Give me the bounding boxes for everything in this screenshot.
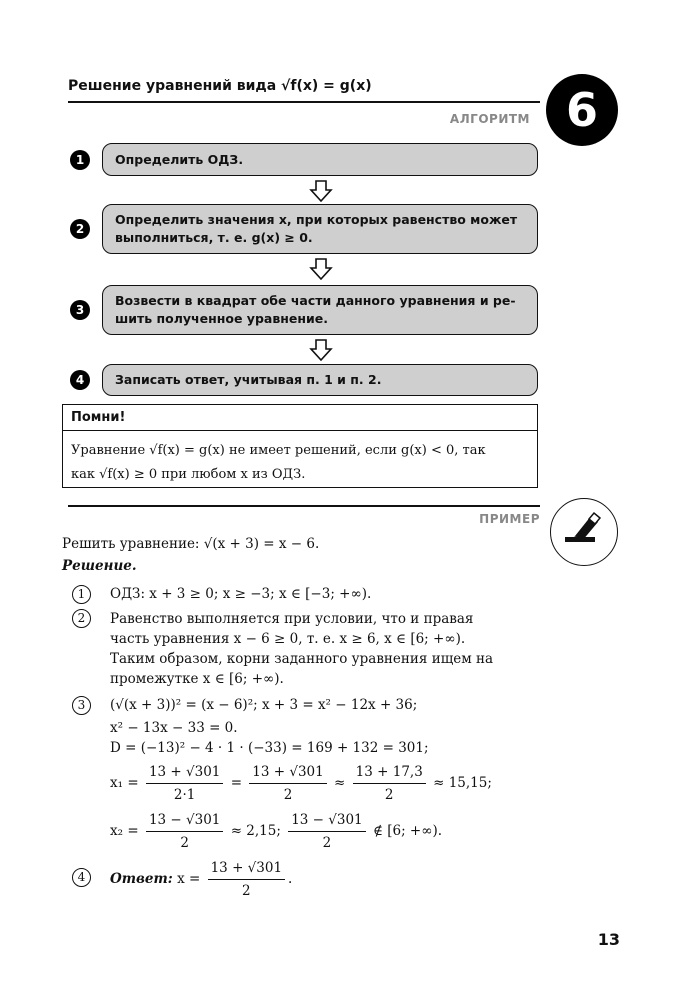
x2-line xyxy=(110,810,442,853)
solution-step-number-1: 1 xyxy=(72,585,91,604)
solution-line: D = (−13)² − 4 · 1 · (−33) = 169 + 132 = 301; xyxy=(110,740,429,756)
denominator: 2 xyxy=(242,883,251,899)
equals-sign: = xyxy=(230,775,242,791)
numerator: 13 + √301 xyxy=(146,762,223,784)
step-text-4: Записать ответ, учитывая п. 1 и п. 2. xyxy=(115,372,382,387)
solution-line: часть уравнения x − 6 ≥ 0, т. е. x ≥ 6, x ∈ [6; +∞). xyxy=(110,631,466,647)
arrow-down-icon xyxy=(309,258,333,280)
remember-box xyxy=(62,404,538,488)
pencil-icon xyxy=(550,498,618,566)
denominator: 2 xyxy=(180,835,189,851)
solution-line: (√(x + 3))² = (x − 6)²; x + 3 = x² − 12x + 36; xyxy=(110,697,418,713)
step-number-2: 2 xyxy=(70,219,90,239)
arrow-down-icon xyxy=(309,180,333,202)
solution-line: x² − 13x − 33 = 0. xyxy=(110,720,238,736)
step-number-1: 1 xyxy=(70,150,90,170)
numerator: 13 − √301 xyxy=(288,810,365,832)
denominator: 2·1 xyxy=(173,787,196,803)
answer-line xyxy=(110,858,292,901)
fraction xyxy=(208,858,285,901)
example-task: Решить уравнение: √(x + 3) = x − 6. xyxy=(62,536,320,552)
step-text-3-line2: шить полученное уравнение. xyxy=(115,311,328,326)
step-text-1: Определить ОДЗ. xyxy=(115,151,244,167)
solution-line: промежутке x ∈ [6; +∞). xyxy=(110,671,284,687)
step-box-2 xyxy=(102,204,538,254)
chapter-badge: 6 xyxy=(546,74,618,146)
page-number: 13 xyxy=(597,930,620,949)
fraction xyxy=(146,810,223,853)
numerator: 13 − √301 xyxy=(146,810,223,832)
step-number-3: 3 xyxy=(70,300,90,320)
remember-title: Помни! xyxy=(63,405,537,431)
step-box-1 xyxy=(102,143,538,176)
x2-label: x₂ = xyxy=(110,823,139,839)
answer-prefix: x = xyxy=(177,871,201,887)
algorithm-label: АЛГОРИТМ xyxy=(449,112,530,126)
solution-step-number-3: 3 xyxy=(72,696,91,715)
fraction xyxy=(146,762,223,805)
denominator: 2 xyxy=(384,787,394,803)
step-text-3-line1: Возвести в квадрат обе части данного уравнения и ре- xyxy=(115,293,516,308)
fraction xyxy=(353,762,426,805)
remember-line-2: как √f(x) ≥ 0 при любом x из ОДЗ. xyxy=(71,467,306,482)
remember-line-1: Уравнение √f(x) = g(x) не имеет решений, если g(x) < 0, так xyxy=(71,443,486,458)
solution-step-number-4: 4 xyxy=(72,868,91,887)
step-number-4: 4 xyxy=(70,370,90,390)
example-divider xyxy=(68,505,540,507)
numerator: 13 + √301 xyxy=(249,762,326,784)
title-underline xyxy=(68,101,540,103)
step-box-4 xyxy=(102,364,538,396)
x1-line xyxy=(110,762,492,805)
solution-step-number-2: 2 xyxy=(72,609,91,628)
page-title: Решение уравнений вида √f(x) = g(x) xyxy=(68,78,372,94)
example-label: ПРИМЕР xyxy=(479,512,540,526)
x2-approx: ≈ 2,15; xyxy=(230,823,281,839)
step-text-2-line1: Определить значения x, при которых равенство может xyxy=(115,212,518,227)
solution-line: Равенство выполняется при условии, что и правая xyxy=(110,611,474,627)
numerator: 13 + √301 xyxy=(208,858,285,880)
solution-label: Решение. xyxy=(62,558,137,574)
step-box-3 xyxy=(102,285,538,335)
step-text-2-line2: выполниться, т. е. g(x) ≥ 0. xyxy=(115,230,313,245)
answer-suffix: . xyxy=(288,871,293,887)
denominator: 2 xyxy=(322,835,332,851)
fraction xyxy=(249,762,326,805)
x2-result: ∉ [6; +∞). xyxy=(372,823,443,839)
answer-label: Ответ: xyxy=(110,871,173,887)
denominator: 2 xyxy=(283,787,293,803)
fraction xyxy=(288,810,365,853)
numerator: 13 + 17,3 xyxy=(353,762,426,784)
arrow-down-icon xyxy=(309,339,333,361)
x1-result: ≈ 15,15; xyxy=(433,775,492,791)
solution-line: ОДЗ: x + 3 ≥ 0; x ≥ −3; x ∈ [−3; +∞). xyxy=(110,586,372,602)
approx-sign: ≈ xyxy=(334,775,346,791)
solution-line: Таким образом, корни заданного уравнения ищем на xyxy=(110,651,494,667)
x1-label: x₁ = xyxy=(110,775,139,791)
